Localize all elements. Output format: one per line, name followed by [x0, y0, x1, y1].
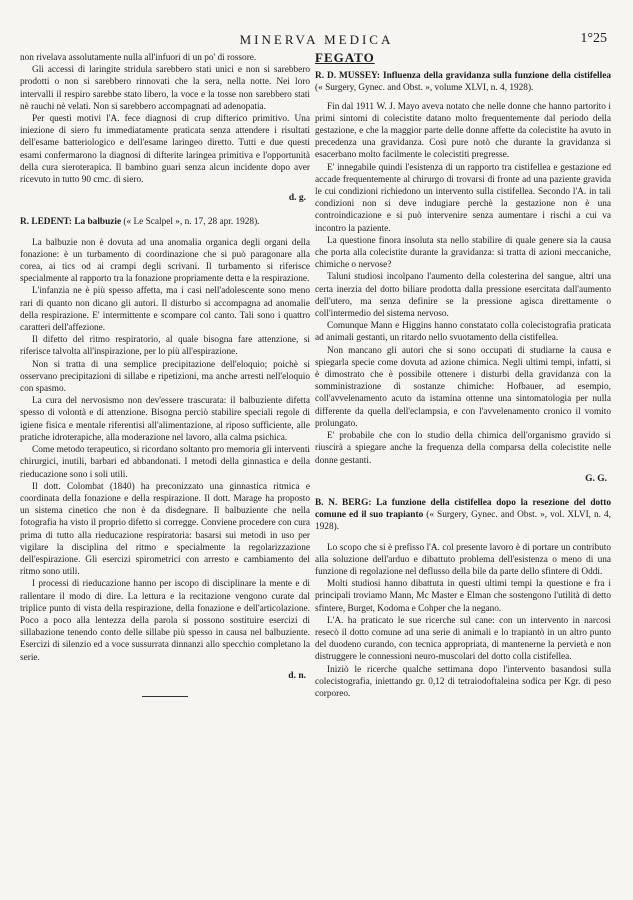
paragraph: Non si tratta di una semplice precipitazione dell'eloquio; poichè si osservano precipitazioni di sillabe e ripetizioni, ma anche arresti nell'eloquio con spasmo.	[20, 359, 310, 395]
article-author: B. N. BERG:	[315, 497, 372, 508]
paragraph: La balbuzie non è dovuta ad una anomalia organica degli organi della fonazione: è un turbamento di coordinazione che si può paragonare alla corea, ai tics od ai crampi degli scrivani. Il turbamento si riferisce specialmente al rapporto tra la fonazione propriamente detta e la respirazione.	[20, 237, 310, 285]
paragraph: Fin dal 1911 W. J. Mayo aveva notato che nelle donne che hanno partorito i primi sintomi di colecistite datano molto frequentemente dal periodo della gestazione, e che la maggior parte delle donne affette da colecistite ha avuto in precedenza una gravidanza. Così pure notò che durante la gravidanza si esacerbano molto facilmente le colecistiti pregresse.	[315, 101, 611, 161]
paragraph: Il difetto del ritmo respiratorio, al quale bisogna fare attenzione, si riferisce talvolta all'inspirazione, per lo più all'espirazione.	[20, 335, 310, 358]
article-reference: (« Surgery, Gynec. and Obst. », volume XLVI, n. 4, 1928).	[315, 83, 534, 94]
paragraph: Lo scopo che si è prefisso l'A. col presente lavoro è di portare un contributo alla soluzione dell'arduo e dibattuto problema dell'esistenza o meno di una funzione di regolazione nel deflusso della bile da parte dello sfintere di Oddi.	[315, 542, 611, 577]
article-title: Influenza della gravidanza sulla funzione della cistifellea	[382, 71, 611, 82]
paragraph: L'infanzia ne è più spesso affetta, ma i casi nell'adolescente sono meno rari di quanto non dicano gli autori. Il disturbo si accompagna ad anomalie della respirazione. E' intermittente e scompare col canto. Tali sono i quattro caratteri dell'affezione.	[20, 286, 310, 334]
paragraph: Molti studiosi hanno dibattuta in questi ultimi tempi la questione e fra i principali troviamo Mann, Mc Master e Elman che sostengono l'utilità di detto sfintere, Burget, Kodoma e Cohper che la negano.	[315, 579, 611, 614]
running-title: MINERVA MEDICA	[239, 32, 394, 47]
divider-rule	[142, 696, 188, 697]
paragraph: Comunque Mann e Higgins hanno constatato colla colecistografia praticata ad animali gestanti, un ritardo nello svuotamento della cistifellea.	[315, 321, 611, 344]
article-title: La balbuzie	[74, 217, 122, 228]
section-title: FEGATO	[315, 50, 375, 65]
paragraph: La questione finora insoluta sta nello stabilire di quale genere sia la causa che porta alla colecistite durante la gravidanza: si tratta di azioni meccaniche, chimiche o nervose?	[315, 235, 611, 271]
article-title: La funzione della cistifellea dopo la resezione del dotto comune ed il suo trapianto	[315, 497, 611, 521]
paragraph: Come metodo terapeutico, si ricordano soltanto pro memoria gli interventi chirurgici, inutili, barbari ed abbandonati. I metodi della ginnastica e della rieducazione sono i soli utili.	[20, 445, 310, 480]
article-reference: (« Surgery, Gynec. and Obst. », vol. XLVI, n. 4, 1928).	[315, 510, 612, 533]
article-author: R. D. MUSSEY:	[315, 71, 380, 82]
author-initials: G. G.	[585, 473, 607, 484]
paragraph: Per questi motivi l'A. fece diagnosi di crup difterico primitivo. Una iniezione di siero fu immediatamente praticata senza attendere i risultati dell'esame batteriologico e dell'esame laringeo diretto. Tutti e due questi esami confermarono la diagnosi di difterite laringea primitiva e l'opportunità della cura sieroterapica. Il bambino guarì senza alcun incidente dopo aver ricevuto in tutto 90 cmc. di siero.	[20, 114, 310, 186]
left-column	[20, 52, 310, 697]
article-heading	[20, 216, 310, 228]
paragraph: E' innegabile quindi l'esistenza di un rapporto tra cistifellea e gestazione ed accade frequentemente al chirurgo di trovarsi di fronte ad una paziente gravida le cui condizioni richiedono un intervento sulla cistifellea. Secondo l'A. in tali condizioni non si deve indugiare perchè la gestazione non è una controindicazione e si può intervenire senza aumentare i rischi a cui va incontro la paziente.	[315, 162, 611, 234]
article-reference: (« Le Scalpel », n. 17, 28 apr. 1928).	[123, 217, 260, 228]
paragraph: I processi di rieducazione hanno per iscopo di disciplinare la mente e di rallentare il modo di dire. La lettura e la recitazione vengono curate dal triplice punto di vista della respirazione, della fonazione e dell'articolazione. Poco a poco alla lentezza della parola si possono sostituire esercizi di sillabazione tenendo conto delle sillabe più spesso in causa nel balbuziente. Esercizi di silenzio ed a voce sussurrata dinnanzi allo specchio completano la serie.	[20, 579, 310, 663]
article-author: R. LEDENT:	[20, 217, 72, 228]
paragraph: Gli accessi di laringite stridula sarebbero stati unici e non si sarebbero prodotti o non si sarebbero rinnovati che la sera, nella notte. Nei loro intervalli il respiro sarebbe stato libero, la voce e la tosse non sarebbero stati nè rauchi nè velati. Non si sarebbero accompagnati ad adenopatia.	[20, 65, 310, 112]
paragraph: Non mancano gli autori che si sono occupati di studiarne la causa e spiegarla specie come dovuta ad azione chimica. Negli ultimi tempi, infatti, si è dimostrato che è possibile ottenere i disturbi della gravidanza con la somministrazione di sostanze chimiche: Hofbauer, ad esempio, coll'avvelenamento acuto da istamina ottenne una sintomatologia per nulla differente da quella dell'eclampsia, e con l'avvelenamento cronico il vomito prolungato.	[315, 345, 611, 429]
author-initials: d. n.	[288, 670, 306, 681]
paragraph: L'A. ha praticato le sue ricerche sul cane: con un intervento in narcosi resecò il dotto comune ad una serie di animali e lo trapiantò in un altro punto del duodeno curando, con tecnica appropriata, di mantenerne la pervietà e non distruggere le connessioni neuro-muscolari del dotto colla cistifellea.	[315, 615, 611, 663]
article-heading	[315, 70, 611, 94]
paragraph: Il dott. Colombat (1840) ha preconizzato una ginnastica ritmica e coordinata della fonazione e della respirazione. Il dott. Marage ha proposto un sistema cinetico che non è da disdegnare. Il balbuziente che nella fotografia ha visto il proprio difetto si corregge. Conviene procedere con cura prima di tutto alla rieducazione respiratoria: basarsi sui metodi in uso per vigilare la disciplina del ritmo e specialmente la regolarizzazione dell'espirazione. Gli esercizi spirometrici con arresto e cambiamento del ritmo sono utili.	[20, 481, 310, 578]
paragraph: E' probabile che con lo studio della chimica dell'organismo gravido si riuscirà a spiegare anche la frequenza della comparsa della colecistite nelle donne gestanti.	[315, 431, 611, 466]
page-header	[0, 24, 633, 47]
page-number: 1°25	[580, 31, 607, 46]
article-heading	[315, 497, 611, 534]
paragraph: non rivelava assolutamente nulla all'infuori di un po' di rossore.	[20, 53, 257, 63]
right-column	[315, 52, 611, 700]
paragraph: La cura del nervosismo non dev'essere trascurata: il balbuziente difetta spesso di volontà e di attenzione. Bisogna perciò stabilire speciali regole di igiene fisica e mentale riferentisi all'alimentazione, al riposo sufficiente, alle pratiche idroterapiche, alla moderazione nel lavoro, alla calma psichica.	[20, 396, 310, 443]
paragraph: Taluni studiosi incolpano l'aumento della colesterina del sangue, altri una certa inerzia del dotto biliare prodotta dalla pressione esercitata dall'aumento dell'utero, ma senza definire se la pressione agisca direttamente o coll'intermedio del sistema nervoso.	[315, 272, 611, 320]
paragraph: Iniziò le ricerche qualche settimana dopo l'intervento basandosi sulla colecistografia, iniettando gr. 0,12 di tetraiodoftaleina sodica per Kgr. di peso corporeo.	[315, 664, 611, 699]
author-initials: d. g.	[288, 193, 306, 204]
